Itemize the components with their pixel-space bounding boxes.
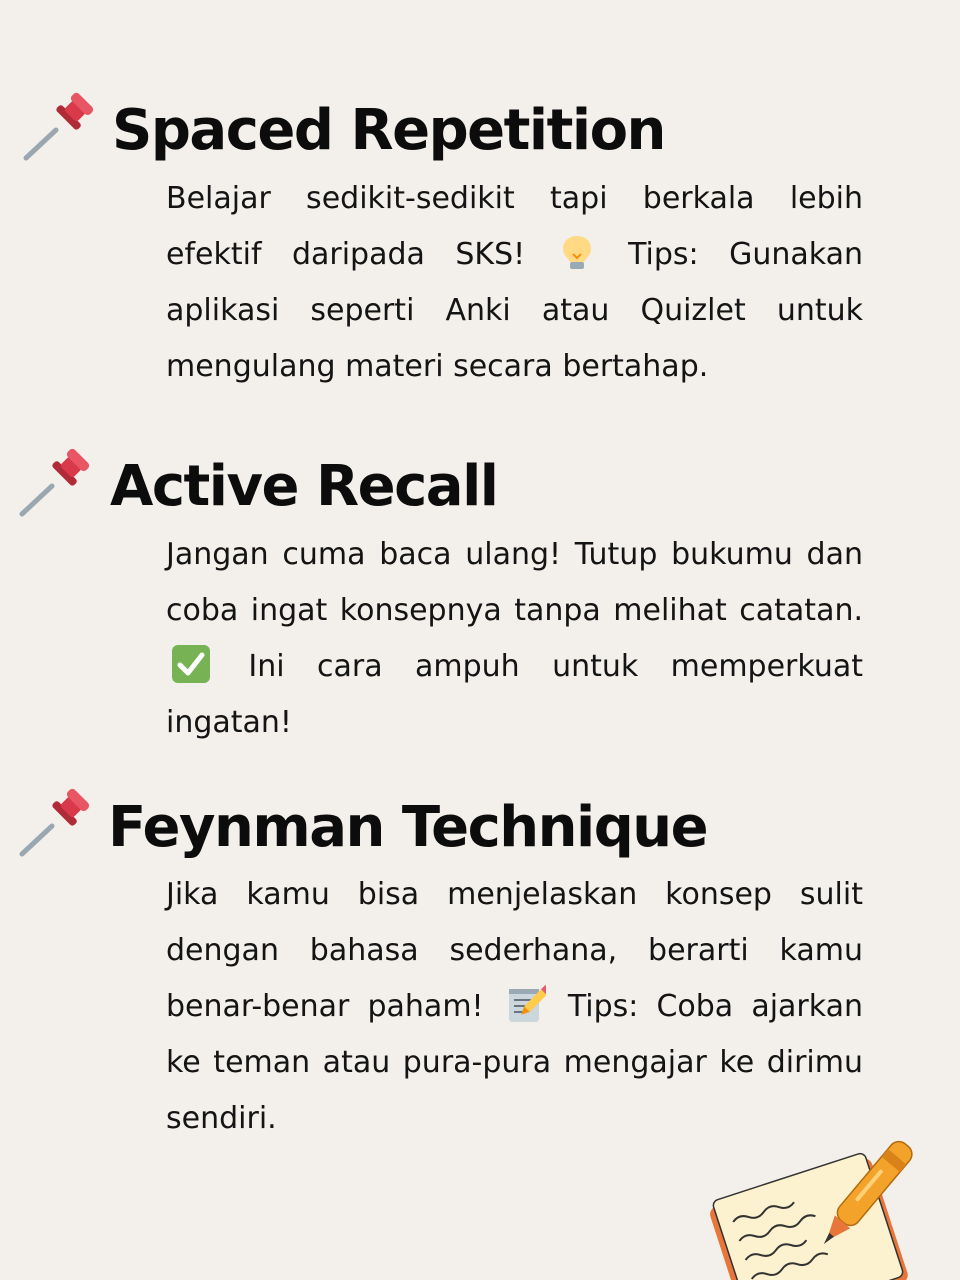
- body-text: Tips: Gunakan aplikasi seperti Anki atau Quizlet untuk mengulang materi secara bertahap.: [166, 237, 863, 384]
- section-body: [166, 527, 863, 751]
- body-text: Tips: Coba ajarkan ke teman atau pura-pura mengajar ke dirimu sendiri.: [166, 989, 863, 1136]
- section-title: Spaced Repetition: [112, 98, 665, 163]
- body-text: Jika kamu bisa menjelaskan konsep sulit dengan bahasa sederhana, berarti kamu benar-benar paham!: [166, 877, 863, 1024]
- section-body: [166, 867, 863, 1147]
- body-text: Belajar sedikit-sedikit tapi berkala lebih efektif daripada SKS!: [166, 181, 863, 272]
- body-text: Jangan cuma baca ulang! Tutup bukumu dan coba ingat konsepnya tanpa melihat catatan.: [166, 537, 863, 628]
- body-text: Ini cara ampuh untuk memperkuat ingatan!: [166, 649, 863, 740]
- pushpin-icon: [22, 92, 96, 162]
- memo-icon: [506, 984, 546, 1024]
- lightbulb-icon: [560, 234, 594, 272]
- section-title: Active Recall: [110, 454, 498, 519]
- section-body: [166, 171, 863, 395]
- notebook-pen-illustration: [690, 1125, 920, 1280]
- check-mark-button-icon: [170, 644, 212, 684]
- pushpin-icon: [18, 448, 92, 518]
- pushpin-icon: [18, 788, 92, 858]
- section-title: Feynman Technique: [108, 795, 708, 860]
